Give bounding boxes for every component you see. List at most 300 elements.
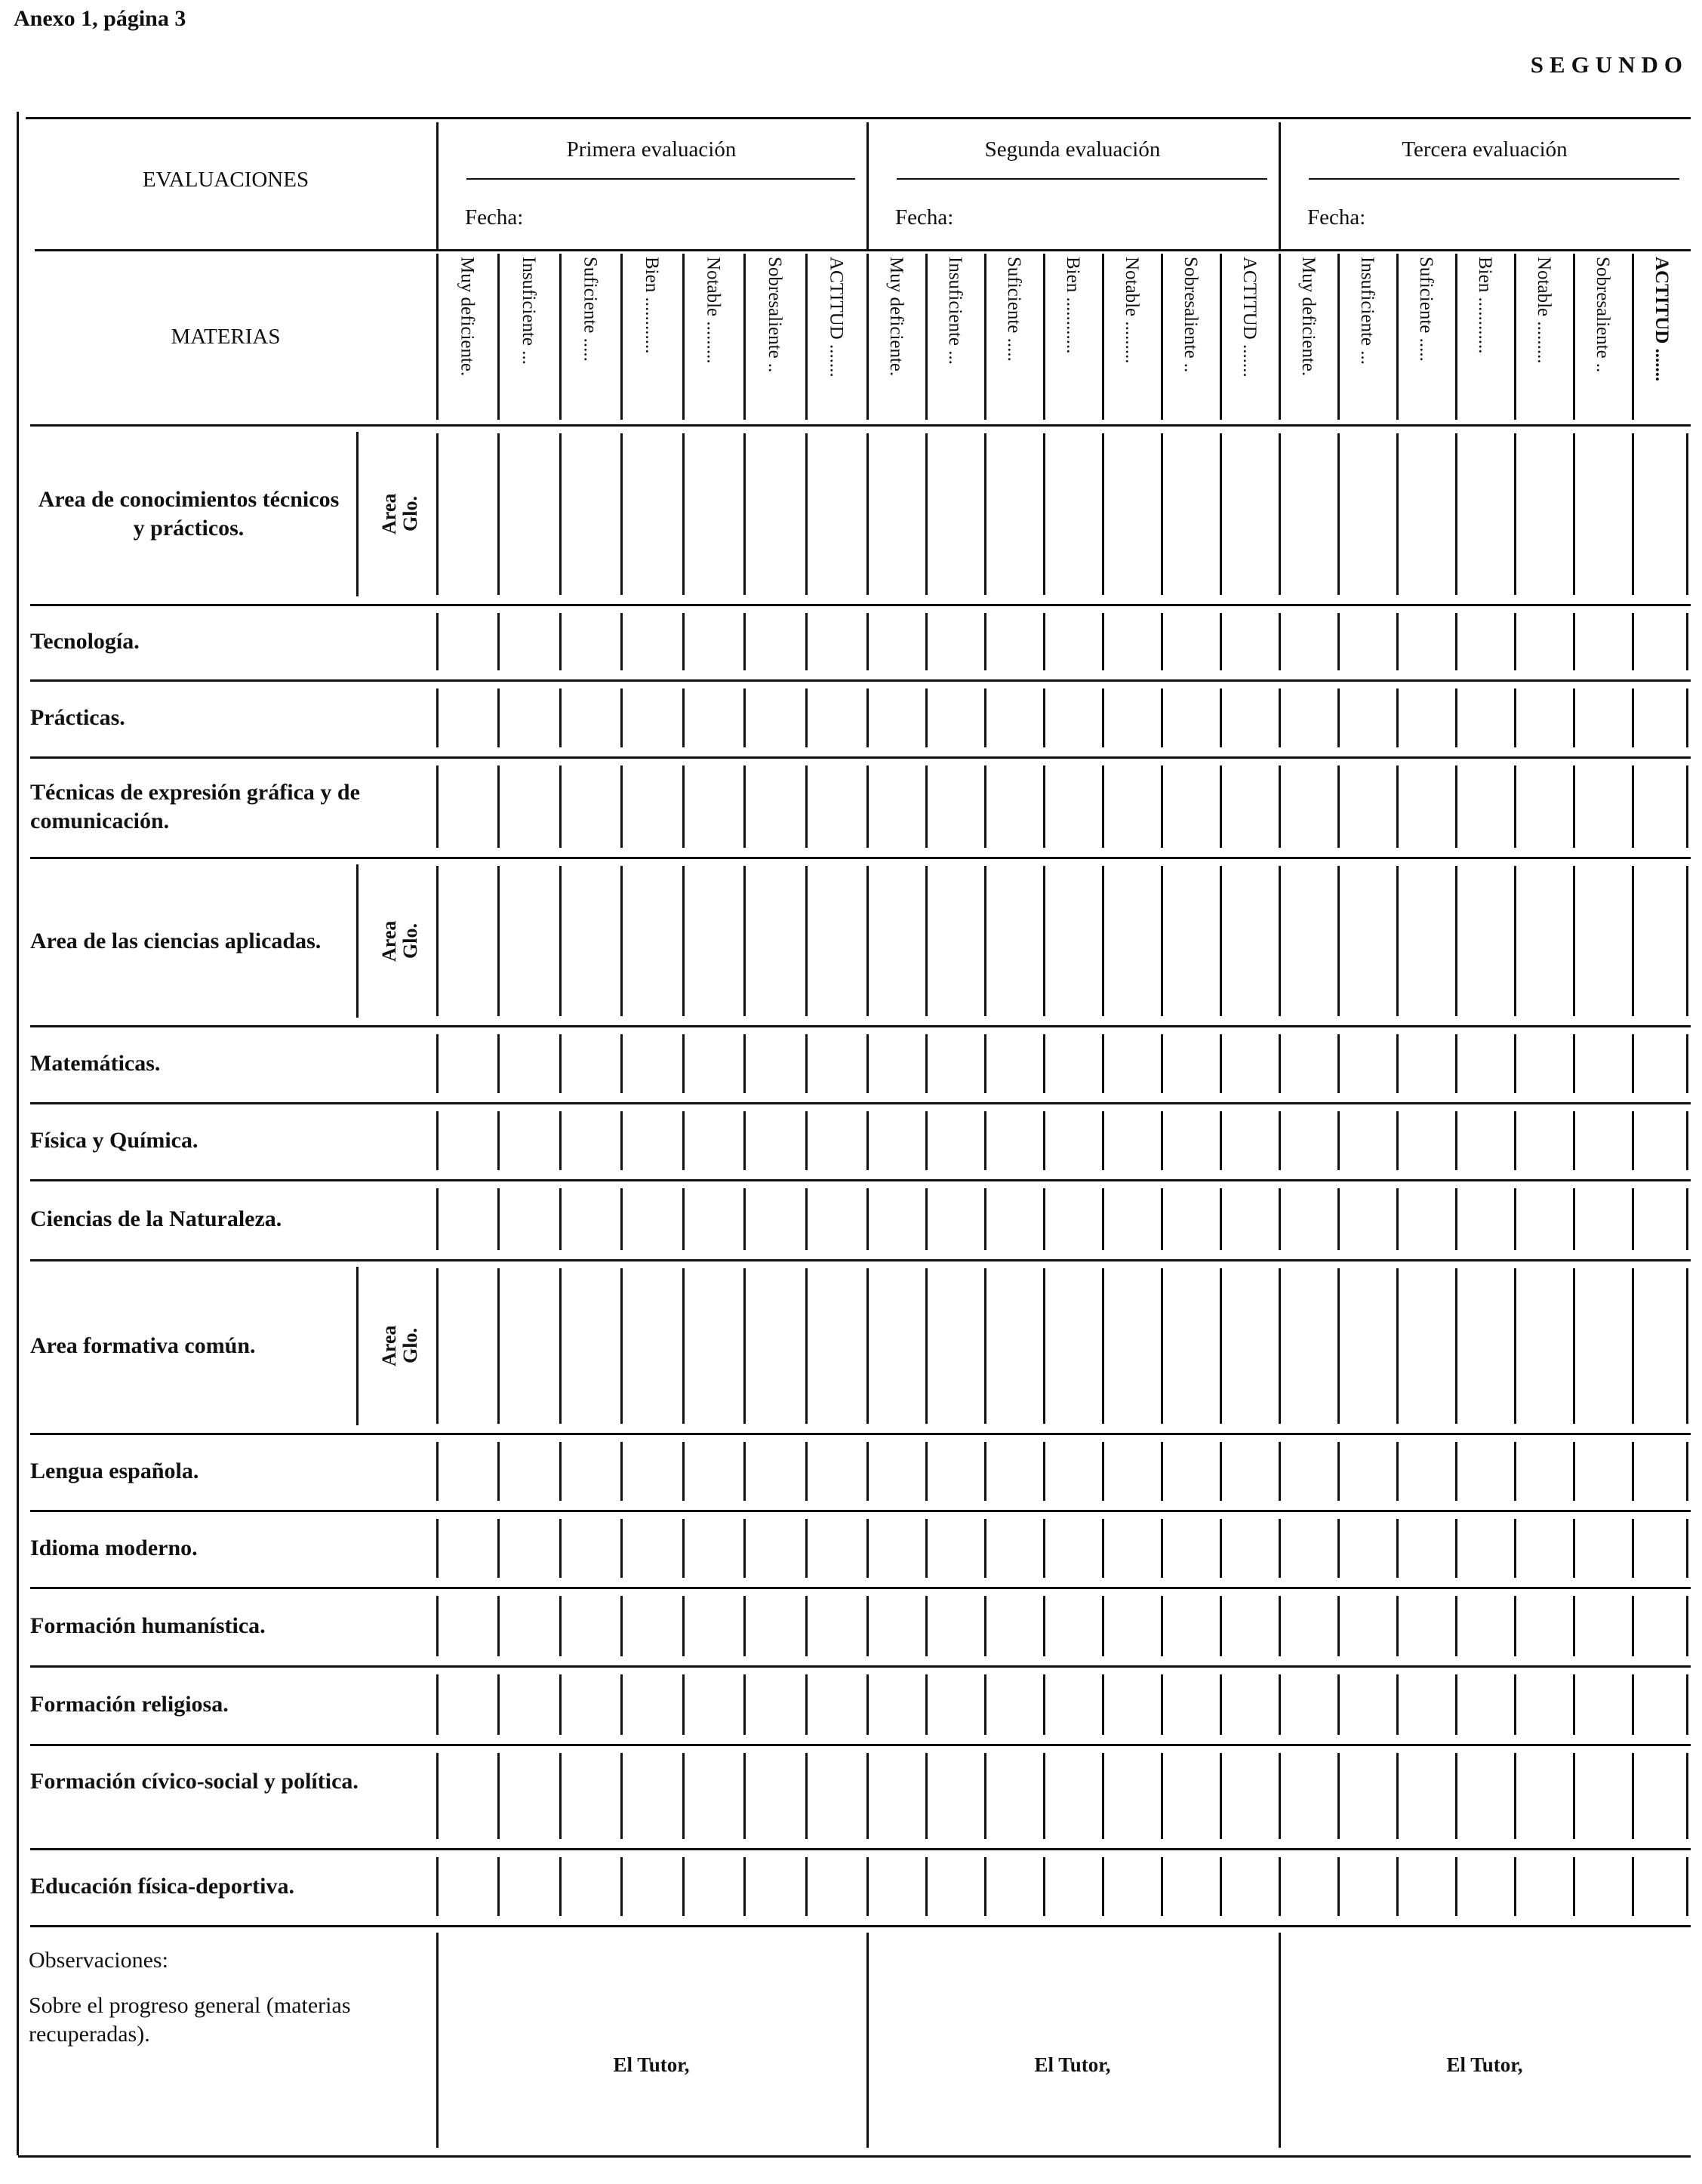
grade-cell-separator (1686, 1188, 1688, 1250)
grade-cell-separator (682, 866, 685, 1016)
grade-cell-separator (620, 1188, 623, 1250)
subject-label: Educación física-deportiva. (30, 1874, 294, 1899)
grade-cell-separator (1686, 688, 1688, 747)
grade-column-separator (743, 254, 746, 420)
grade-cell-separator (1455, 1857, 1457, 1916)
grade-cell-separator (1102, 1596, 1104, 1656)
grade-cell-separator (984, 1188, 986, 1250)
grade-column-header: Bien ............ (642, 257, 662, 354)
grade-cell-separator (436, 1034, 439, 1093)
grade-cell-separator (1632, 688, 1634, 747)
row-divider (30, 1025, 1691, 1027)
grade-cell-separator (1337, 1111, 1340, 1170)
grade-cell-separator (984, 765, 986, 848)
grade-cell-separator (1514, 866, 1516, 1016)
grade-cell-separator (805, 613, 808, 670)
header-divider (35, 249, 1691, 251)
grade-cell-separator (436, 1753, 439, 1839)
grade-cell-separator (497, 1442, 500, 1501)
grade-cell-separator (1632, 866, 1634, 1016)
grade-cell-separator (1102, 433, 1104, 595)
grade-cell-separator (1396, 688, 1399, 747)
grade-cell-separator (925, 688, 928, 747)
grade-cell-separator (1686, 613, 1688, 670)
grade-cell-separator (1102, 1442, 1104, 1501)
grade-cell-separator (1573, 1753, 1575, 1839)
grade-cell-separator (1102, 1519, 1104, 1578)
grade-cell-separator (620, 1857, 623, 1916)
grade-cell-separator (805, 1188, 808, 1250)
grade-cell-separator (1514, 688, 1516, 747)
grade-cell-separator (1686, 866, 1688, 1016)
row-divider (30, 1665, 1691, 1668)
grade-cell-separator (1632, 433, 1634, 595)
grade-cell-separator (1455, 1596, 1457, 1656)
area-glo-separator (356, 864, 359, 1018)
grade-cell-separator (559, 1442, 562, 1501)
grade-cell-separator (866, 688, 869, 747)
grade-cell-separator (682, 613, 685, 670)
tutor-signature-label: El Tutor, (1034, 2053, 1111, 2076)
grade-cell-separator (1573, 1596, 1575, 1656)
grade-column-header: ACTITUD ....... (1651, 257, 1672, 382)
grade-column-header: Muy deficiente. (886, 257, 906, 377)
grade-cell-separator (1220, 613, 1222, 670)
grade-cell-separator (1337, 1034, 1340, 1093)
grade-cell-separator (1043, 765, 1045, 848)
grade-cell-separator (1220, 1857, 1222, 1916)
subject-label: Idioma moderno. (30, 1536, 198, 1560)
grade-cell-separator (1686, 1268, 1688, 1424)
grade-cell-separator (743, 1111, 746, 1170)
grade-cell-separator (1455, 688, 1457, 747)
grade-cell-separator (743, 1442, 746, 1501)
grade-cell-separator (984, 866, 986, 1016)
grade-cell-separator (984, 1442, 986, 1501)
grade-cell-separator (1455, 1188, 1457, 1250)
grade-cell-separator (1279, 1519, 1281, 1578)
grade-cell-separator (866, 1188, 869, 1250)
grade-cell-separator (743, 1188, 746, 1250)
grade-cell-separator (984, 688, 986, 747)
grade-cell-separator (1632, 1188, 1634, 1250)
grade-cell-separator (1102, 765, 1104, 848)
grade-cell-separator (1396, 765, 1399, 848)
grade-cell-separator (436, 1188, 439, 1250)
grade-cell-separator (1632, 1268, 1634, 1424)
grade-column-separator (1514, 254, 1516, 420)
grade-cell-separator (805, 1268, 808, 1424)
grade-cell-separator (1102, 1268, 1104, 1424)
grade-column-header: Muy deficiente. (1298, 257, 1319, 377)
grade-cell-separator (1686, 1857, 1688, 1916)
grade-cell-separator (1455, 1519, 1457, 1578)
grade-cell-separator (805, 1753, 808, 1839)
grade-cell-separator (682, 1111, 685, 1170)
grade-cell-separator (1455, 866, 1457, 1016)
grade-cell-separator (743, 1034, 746, 1093)
grade-cell-separator (620, 866, 623, 1016)
grade-cell-separator (805, 1442, 808, 1501)
grade-cell-separator (984, 433, 986, 595)
grade-cell-separator (805, 1857, 808, 1916)
grade-cell-separator (805, 765, 808, 848)
grade-cell-separator (1455, 1442, 1457, 1501)
grade-column-separator (1043, 254, 1045, 420)
grade-cell-separator (1337, 1519, 1340, 1578)
observaciones-separator (436, 1933, 439, 2148)
grade-cell-separator (620, 433, 623, 595)
grade-cell-separator (497, 1596, 500, 1656)
grade-column-separator (866, 254, 869, 420)
grade-cell-separator (1573, 1519, 1575, 1578)
grade-cell-separator (1337, 613, 1340, 670)
row-divider (30, 1179, 1691, 1181)
area-glo-label: Area Glo. (378, 920, 421, 962)
grade-cell-separator (1220, 1596, 1222, 1656)
grade-cell-separator (1279, 1111, 1281, 1170)
grade-cell-separator (925, 765, 928, 848)
grade-column-header: Sobresaliente .. (1180, 257, 1201, 373)
grade-column-header: Muy deficiente. (457, 257, 478, 377)
grade-cell-separator (1514, 1674, 1516, 1735)
grade-cell-separator (1514, 433, 1516, 595)
grade-cell-separator (620, 1268, 623, 1424)
grade-column-header: Bien ............ (1063, 257, 1083, 354)
grade-cell-separator (1102, 1111, 1104, 1170)
grade-column-separator (682, 254, 685, 420)
grade-column-header: Insuficiente ... (519, 257, 540, 365)
evaluation-title-underline (466, 178, 855, 180)
grade-cell-separator (866, 1268, 869, 1424)
grade-cell-separator (984, 1596, 986, 1656)
row-divider (30, 1102, 1691, 1104)
grade-cell-separator (620, 1753, 623, 1839)
grade-cell-separator (1279, 866, 1281, 1016)
grade-cell-separator (743, 433, 746, 595)
row-divider (30, 1848, 1691, 1850)
grade-cell-separator (1337, 866, 1340, 1016)
grade-cell-separator (1279, 1596, 1281, 1656)
grade-column-separator (984, 254, 986, 420)
grade-cell-separator (1102, 1674, 1104, 1735)
grade-cell-separator (1337, 1674, 1340, 1735)
grade-cell-separator (1632, 1519, 1634, 1578)
grade-column-separator (620, 254, 623, 420)
grade-cell-separator (1337, 1188, 1340, 1250)
grade-cell-separator (743, 1596, 746, 1656)
grade-cell-separator (559, 1753, 562, 1839)
row-divider (30, 1259, 1691, 1261)
left-border (17, 112, 19, 2155)
grade-cell-separator (1220, 1111, 1222, 1170)
grade-cell-separator (1396, 1674, 1399, 1735)
grade-cell-separator (1043, 688, 1045, 747)
grade-cell-separator (743, 765, 746, 848)
grade-cell-separator (1573, 1442, 1575, 1501)
grade-cell-separator (805, 1034, 808, 1093)
grade-cell-separator (984, 1753, 986, 1839)
grade-cell-separator (925, 613, 928, 670)
grade-cell-separator (1220, 1674, 1222, 1735)
grade-column-separator (805, 254, 808, 420)
grade-cell-separator (497, 688, 500, 747)
grade-cell-separator (1396, 1596, 1399, 1656)
grade-cell-separator (743, 688, 746, 747)
grade-cell-separator (1686, 1442, 1688, 1501)
grade-cell-separator (1279, 1674, 1281, 1735)
grade-cell-separator (1514, 613, 1516, 670)
grade-cell-separator (1514, 1268, 1516, 1424)
grade-column-separator (1220, 254, 1222, 420)
fecha-label: Fecha: (1307, 205, 1366, 229)
grade-cell-separator (925, 1519, 928, 1578)
grade-cell-separator (559, 1111, 562, 1170)
grade-cell-separator (1043, 1442, 1045, 1501)
grade-cell-separator (1337, 1442, 1340, 1501)
area-glo-separator (356, 432, 359, 596)
grade-column-header: ACTITUD ....... (826, 257, 847, 377)
grade-cell-separator (1455, 1753, 1457, 1839)
grade-cell-separator (1161, 1268, 1163, 1424)
grade-cell-separator (1043, 866, 1045, 1016)
grade-cell-separator (1514, 1596, 1516, 1656)
grade-column-header: ACTITUD ....... (1239, 257, 1260, 377)
grade-cell-separator (620, 1596, 623, 1656)
grade-cell-separator (1161, 866, 1163, 1016)
grade-cell-separator (497, 1268, 500, 1424)
row-divider (30, 1433, 1691, 1435)
grade-cell-separator (984, 613, 986, 670)
grade-cell-separator (925, 1442, 928, 1501)
grade-cell-separator (805, 1596, 808, 1656)
grade-cell-separator (436, 1268, 439, 1424)
grade-cell-separator (1396, 613, 1399, 670)
grade-cell-separator (925, 1753, 928, 1839)
grade-cell-separator (1220, 1188, 1222, 1250)
grade-cell-separator (1396, 1268, 1399, 1424)
grade-cell-separator (436, 1674, 439, 1735)
grade-cell-separator (497, 613, 500, 670)
grade-cell-separator (620, 1442, 623, 1501)
grade-cell-separator (1573, 1268, 1575, 1424)
grade-column-separator (925, 254, 928, 420)
grade-cell-separator (1279, 1753, 1281, 1839)
grade-cell-separator (1043, 1519, 1045, 1578)
row-divider (30, 756, 1691, 759)
grade-cell-separator (1161, 765, 1163, 848)
grade-cell-separator (1396, 1034, 1399, 1093)
grade-cell-separator (1102, 688, 1104, 747)
grade-cell-separator (925, 1188, 928, 1250)
grade-cell-separator (1102, 613, 1104, 670)
grade-cell-separator (925, 1034, 928, 1093)
grade-cell-separator (682, 1519, 685, 1578)
grade-cell-separator (682, 1857, 685, 1916)
fecha-label: Fecha: (895, 205, 954, 229)
grade-cell-separator (559, 1268, 562, 1424)
grade-cell-separator (1573, 765, 1575, 848)
area-glo-label: Area Glo. (378, 1325, 421, 1367)
grade-cell-separator (559, 1596, 562, 1656)
tutor-signature-label: El Tutor, (613, 2053, 690, 2076)
subject-label: Formación humanística. (30, 1613, 266, 1638)
grade-cell-separator (436, 433, 439, 595)
grade-cell-separator (559, 613, 562, 670)
grade-cell-separator (1632, 613, 1634, 670)
grade-cell-separator (682, 1034, 685, 1093)
area-glo-separator (356, 1267, 359, 1425)
grade-cell-separator (1102, 1188, 1104, 1250)
grade-column-header: Insuficiente ... (1357, 257, 1377, 365)
grade-column-separator (559, 254, 562, 420)
grade-cell-separator (1220, 866, 1222, 1016)
grade-cell-separator (805, 688, 808, 747)
grade-cell-separator (1043, 433, 1045, 595)
top-border (26, 117, 1691, 119)
grade-cell-separator (1455, 765, 1457, 848)
grade-cell-separator (1337, 1268, 1340, 1424)
row-divider (30, 1925, 1691, 1927)
grade-column-separator (1279, 254, 1281, 420)
grade-cell-separator (1455, 613, 1457, 670)
grade-cell-separator (925, 1674, 928, 1735)
grade-cell-separator (1161, 1857, 1163, 1916)
grade-cell-separator (1632, 1442, 1634, 1501)
grade-cell-separator (559, 866, 562, 1016)
grade-cell-separator (1043, 1753, 1045, 1839)
grade-cell-separator (984, 1111, 986, 1170)
grade-cell-separator (682, 1674, 685, 1735)
grade-cell-separator (1396, 433, 1399, 595)
grade-cell-separator (1455, 1268, 1457, 1424)
grade-cell-separator (1161, 688, 1163, 747)
course-label: SEGUNDO (1530, 51, 1688, 78)
grade-cell-separator (1102, 1857, 1104, 1916)
grade-cell-separator (1043, 1111, 1045, 1170)
grade-cell-separator (682, 1188, 685, 1250)
grade-cell-separator (559, 433, 562, 595)
grade-cell-separator (1043, 1268, 1045, 1424)
grade-cell-separator (1043, 1857, 1045, 1916)
grade-cell-separator (925, 866, 928, 1016)
grade-cell-separator (866, 1857, 869, 1916)
grade-cell-separator (1337, 765, 1340, 848)
bottom-border (18, 2155, 1691, 2158)
grade-cell-separator (925, 1596, 928, 1656)
grade-cell-separator (497, 1519, 500, 1578)
grade-cell-separator (1279, 613, 1281, 670)
grade-cell-separator (497, 866, 500, 1016)
grade-cell-separator (1279, 1188, 1281, 1250)
grade-cell-separator (436, 1857, 439, 1916)
row-divider (30, 1587, 1691, 1589)
grade-cell-separator (682, 688, 685, 747)
grade-cell-separator (1632, 1857, 1634, 1916)
row-divider (30, 679, 1691, 682)
row-divider (30, 1510, 1691, 1512)
grade-cell-separator (559, 688, 562, 747)
grade-cell-separator (1455, 1111, 1457, 1170)
grade-cell-separator (1279, 1442, 1281, 1501)
grade-cell-separator (1161, 1674, 1163, 1735)
observaciones-separator (1279, 1933, 1281, 2148)
grade-cell-separator (1220, 765, 1222, 848)
grade-cell-separator (1514, 1111, 1516, 1170)
grade-cell-separator (1161, 1753, 1163, 1839)
evaluation-title: Primera evaluación (566, 137, 737, 162)
subject-label: Técnicas de expresión gráfica y de comunicación. (30, 779, 360, 833)
grade-column-separator (1102, 254, 1104, 420)
grade-cell-separator (436, 1519, 439, 1578)
grade-cell-separator (866, 613, 869, 670)
grade-cell-separator (1337, 1857, 1340, 1916)
grade-cell-separator (682, 1596, 685, 1656)
grade-cell-separator (1396, 1753, 1399, 1839)
grade-cell-separator (1161, 1596, 1163, 1656)
grade-cell-separator (866, 1519, 869, 1578)
grade-cell-separator (1337, 1753, 1340, 1839)
grade-cell-separator (1455, 1674, 1457, 1735)
tutor-signature-label: El Tutor, (1446, 2053, 1523, 2076)
evaluation-title-underline (897, 178, 1267, 180)
grade-column-separator (497, 254, 500, 420)
grade-cell-separator (620, 1519, 623, 1578)
subject-label: Lengua española. (30, 1459, 199, 1483)
grade-cell-separator (984, 1674, 986, 1735)
grade-cell-separator (1161, 1519, 1163, 1578)
grade-cell-separator (866, 433, 869, 595)
observaciones-separator (866, 1933, 869, 2148)
grade-header-divider (30, 424, 1691, 427)
grade-cell-separator (743, 1268, 746, 1424)
grade-cell-separator (925, 1111, 928, 1170)
grade-cell-separator (1396, 866, 1399, 1016)
grade-cell-separator (1279, 1857, 1281, 1916)
grade-cell-separator (436, 688, 439, 747)
grade-cell-separator (497, 1034, 500, 1093)
grade-cell-separator (436, 866, 439, 1016)
grade-cell-separator (497, 1111, 500, 1170)
grade-cell-separator (1220, 688, 1222, 747)
grade-cell-separator (866, 1596, 869, 1656)
grade-cell-separator (866, 1111, 869, 1170)
grade-cell-separator (1686, 1519, 1688, 1578)
grade-cell-separator (1573, 613, 1575, 670)
evaluation-title: Tercera evaluación (1402, 137, 1568, 162)
grade-cell-separator (1396, 1857, 1399, 1916)
grade-cell-separator (743, 866, 746, 1016)
fecha-label: Fecha: (465, 205, 524, 229)
grade-cell-separator (1686, 1674, 1688, 1735)
grade-cell-separator (1102, 866, 1104, 1016)
subject-label: Area de las ciencias aplicadas. (30, 928, 322, 953)
grade-cell-separator (1573, 1857, 1575, 1916)
grade-cell-separator (620, 688, 623, 747)
grade-cell-separator (559, 765, 562, 848)
grade-cell-separator (497, 1753, 500, 1839)
grade-cell-separator (436, 765, 439, 848)
grade-cell-separator (743, 1519, 746, 1578)
grade-cell-separator (1396, 1111, 1399, 1170)
grade-cell-separator (1043, 1674, 1045, 1735)
grade-cell-separator (436, 1596, 439, 1656)
grade-cell-separator (559, 1188, 562, 1250)
subject-label: Matemáticas. (30, 1051, 161, 1076)
grade-column-header: Suficiente ..... (1416, 257, 1436, 362)
grade-cell-separator (984, 1268, 986, 1424)
grade-cell-separator (620, 765, 623, 848)
